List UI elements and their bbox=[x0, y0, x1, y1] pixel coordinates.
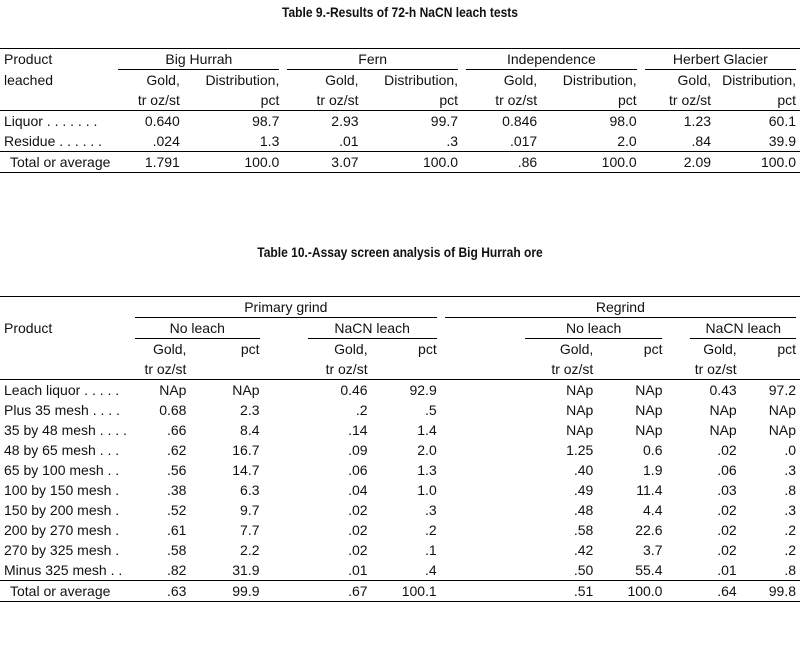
table9-col-gold: Gold, bbox=[503, 72, 538, 88]
table10-cell: 1.3 bbox=[417, 462, 437, 478]
table10-cell: NAp bbox=[566, 382, 594, 398]
table10-cell: .1 bbox=[425, 542, 437, 558]
table10-row bbox=[0, 420, 800, 440]
table10-sub-nacn-leach: NaCN leach bbox=[690, 318, 796, 339]
table10-row bbox=[0, 480, 800, 500]
table9-cell: .01 bbox=[339, 133, 359, 149]
table10-cell: 1.25 bbox=[566, 442, 594, 458]
table10-cell: .4 bbox=[425, 562, 437, 578]
table10-cell: .01 bbox=[348, 562, 368, 578]
table10-row-label: 100 by 150 mesh . bbox=[4, 482, 120, 498]
table10-cell: 100.0 bbox=[597, 581, 666, 602]
table9-cell: 98.7 bbox=[252, 113, 280, 129]
table10-row bbox=[0, 460, 800, 480]
table10-cell: NAp bbox=[768, 422, 796, 438]
table9-cell: 3.07 bbox=[283, 152, 362, 173]
table9-caption: Table 9.-Results of 72-h NaCN leach tests bbox=[282, 4, 518, 20]
table10-cell: .02 bbox=[348, 502, 368, 518]
table9-col-gold: Gold, bbox=[677, 72, 712, 88]
table10-cell: .2 bbox=[355, 402, 368, 418]
table10-cell: 1.0 bbox=[417, 482, 437, 498]
table9-cell: 98.0 bbox=[609, 113, 637, 129]
table10-row-label: 200 by 270 mesh . bbox=[4, 522, 120, 538]
table9-row-label: Total or average bbox=[0, 152, 114, 173]
table9-col-gold-unit: tr oz/st bbox=[641, 90, 715, 111]
table9-row bbox=[0, 152, 800, 173]
table10-cell: 97.2 bbox=[768, 382, 796, 398]
table9-cell: .017 bbox=[509, 133, 538, 149]
table9-row-label: Liquor . . . . . . . bbox=[4, 113, 98, 129]
table10-row-label: Plus 35 mesh . . . . bbox=[4, 402, 120, 418]
table10-cell: .01 bbox=[717, 562, 737, 578]
table9-cell: 1.23 bbox=[683, 113, 712, 129]
table10-cell: NAp bbox=[709, 422, 737, 438]
table10-cell: NAp bbox=[709, 402, 737, 418]
table10-col-pct: pct bbox=[643, 341, 663, 357]
table9-cell: 1.3 bbox=[259, 133, 280, 149]
table10-row-label: Leach liquor . . . . . bbox=[4, 382, 120, 398]
table9-col-dist-unit: pct bbox=[184, 90, 284, 111]
table9-col-gold-unit: tr oz/st bbox=[114, 90, 183, 111]
table10-cell: 1.4 bbox=[417, 422, 437, 438]
table10-cell: .09 bbox=[348, 442, 368, 458]
table9-col-gold-unit: tr oz/st bbox=[283, 90, 362, 111]
table10-cell: 31.9 bbox=[232, 562, 260, 578]
table10-cell: NAp bbox=[635, 402, 663, 418]
table9-row bbox=[0, 111, 800, 132]
table9-cell: 0.640 bbox=[144, 113, 180, 129]
table10-cell: NAp bbox=[566, 402, 594, 418]
table10-cell: 99.8 bbox=[741, 581, 800, 602]
table10-cell: .03 bbox=[717, 482, 737, 498]
table10-col-gold-unit: tr oz/st bbox=[264, 359, 372, 380]
table9-col-dist: Distribution, bbox=[562, 72, 637, 88]
table9-col-dist: Distribution, bbox=[384, 72, 459, 88]
table10-cell: .3 bbox=[784, 502, 796, 518]
table10-cell: 0.6 bbox=[643, 442, 663, 458]
table9-cell: .84 bbox=[691, 133, 712, 149]
table9-col-dist: Distribution, bbox=[722, 72, 796, 88]
table10-cell: 4.4 bbox=[643, 502, 663, 518]
table9-header-row-3 bbox=[0, 90, 800, 111]
table10-cell: .8 bbox=[784, 562, 796, 578]
table10-cell: 22.6 bbox=[635, 522, 663, 538]
table10-cell: .61 bbox=[166, 522, 187, 538]
table10-cell: .3 bbox=[784, 462, 796, 478]
table10-cell: 55.4 bbox=[635, 562, 663, 578]
table10-cell: .64 bbox=[666, 581, 740, 602]
table10-row bbox=[0, 400, 800, 420]
table10-cell: 11.4 bbox=[636, 482, 663, 498]
table10-cell: .58 bbox=[166, 542, 187, 558]
table9-cell: 100.0 bbox=[715, 152, 800, 173]
table9-hdr-leached: leached bbox=[4, 72, 54, 88]
table10-cell: .63 bbox=[131, 581, 191, 602]
table10-cell: 9.7 bbox=[240, 502, 260, 518]
table9-cell: 100.0 bbox=[541, 152, 641, 173]
table10-cell: 7.7 bbox=[240, 522, 260, 538]
table10-col-pct: pct bbox=[240, 341, 260, 357]
table10-cell: .48 bbox=[573, 502, 594, 518]
table10-cell: .3 bbox=[425, 502, 437, 518]
table9-col-gold: Gold, bbox=[325, 72, 359, 88]
table9-header-row-1 bbox=[0, 49, 800, 71]
table10-cell: 2.0 bbox=[417, 442, 437, 458]
table10-cell: 8.4 bbox=[240, 422, 260, 438]
table9-cell: 60.1 bbox=[768, 113, 796, 129]
table10-cell: .2 bbox=[784, 542, 796, 558]
table10-row-label: 65 by 100 mesh . . bbox=[4, 462, 120, 478]
table10-row bbox=[0, 520, 800, 540]
table10-cell: 16.7 bbox=[232, 442, 260, 458]
table10-cell: 99.9 bbox=[190, 581, 263, 602]
table10-cell: .14 bbox=[348, 422, 368, 438]
table10-cell: NAp bbox=[159, 382, 187, 398]
table10-cell: 0.43 bbox=[709, 382, 737, 398]
table10-cell: .42 bbox=[573, 542, 594, 558]
table9 bbox=[0, 48, 800, 173]
table10-header-row-4 bbox=[0, 359, 800, 380]
table10-row-label: Minus 325 mesh . . bbox=[4, 562, 123, 578]
table9-header-row-2 bbox=[0, 70, 800, 90]
table9-row bbox=[0, 131, 800, 152]
table10-cell: 2.3 bbox=[240, 402, 260, 418]
table10-cell: NAp bbox=[768, 402, 796, 418]
table9-col-dist: Distribution, bbox=[205, 72, 280, 88]
table10-hdr-product: Product bbox=[4, 320, 53, 336]
table10-cell: .56 bbox=[166, 462, 187, 478]
table10-cell: .02 bbox=[717, 442, 737, 458]
table10-cell: 1.9 bbox=[643, 462, 663, 478]
table10-row-label: 270 by 325 mesh . bbox=[4, 542, 120, 558]
table10-cell: .06 bbox=[348, 462, 368, 478]
table9-cell: .86 bbox=[462, 152, 541, 173]
table10-cell: 3.7 bbox=[643, 542, 663, 558]
table9-cell: .024 bbox=[152, 133, 180, 149]
table10-header-row-1 bbox=[0, 297, 800, 319]
table10-cell: 0.68 bbox=[159, 402, 187, 418]
table9-site-header: Independence bbox=[466, 49, 637, 70]
table10-cell: .58 bbox=[573, 522, 594, 538]
table10-col-gold: Gold, bbox=[334, 341, 368, 357]
table9-cell: 2.0 bbox=[617, 133, 637, 149]
table10-group-primary: Primary grind bbox=[135, 297, 437, 318]
table10-cell: NAp bbox=[635, 382, 663, 398]
table10-cell: .49 bbox=[573, 482, 594, 498]
table10-cell: .02 bbox=[717, 542, 737, 558]
table9-hdr-product: Product bbox=[0, 49, 114, 71]
table10-row-label: 150 by 200 mesh . bbox=[4, 502, 120, 518]
table9-col-gold: Gold, bbox=[146, 72, 180, 88]
table10-cell: NAp bbox=[566, 422, 594, 438]
table10-cell: .66 bbox=[166, 422, 187, 438]
table9-col-dist-unit: pct bbox=[715, 90, 800, 111]
table10-col-gold: Gold, bbox=[703, 341, 737, 357]
table10-row bbox=[0, 440, 800, 460]
table10-header-row-3 bbox=[0, 339, 800, 359]
table10-cell: .02 bbox=[717, 522, 737, 538]
table9-cell: .3 bbox=[446, 133, 459, 149]
table10-cell: 100.1 bbox=[372, 581, 441, 602]
table10-cell: 6.3 bbox=[240, 482, 260, 498]
table10-header-row-2 bbox=[0, 318, 800, 339]
table9-cell: 2.93 bbox=[331, 113, 359, 129]
table10-group-regrind: Regrind bbox=[445, 297, 796, 318]
table10-cell: .06 bbox=[717, 462, 737, 478]
table9-col-gold-unit: tr oz/st bbox=[462, 90, 541, 111]
table10-cell: .8 bbox=[784, 482, 796, 498]
table10-cell: 2.2 bbox=[240, 542, 260, 558]
table10-col-gold-unit: tr oz/st bbox=[441, 359, 598, 380]
table9-col-dist-unit: pct bbox=[541, 90, 641, 111]
table10-cell: .02 bbox=[348, 522, 368, 538]
table10-cell: .04 bbox=[348, 482, 368, 498]
table9-cell: 39.9 bbox=[768, 133, 796, 149]
table9-site-header: Big Hurrah bbox=[118, 49, 279, 70]
table10-cell: .38 bbox=[166, 482, 187, 498]
table10-cell: .62 bbox=[166, 442, 187, 458]
table9-cell: 99.7 bbox=[430, 113, 459, 129]
table10-sub-nacn-leach: NaCN leach bbox=[308, 318, 437, 339]
table10-cell: .5 bbox=[425, 402, 437, 418]
table10 bbox=[0, 296, 800, 602]
table9-cell: 1.791 bbox=[114, 152, 183, 173]
table10-col-gold-unit: tr oz/st bbox=[666, 359, 740, 380]
table10-row bbox=[0, 380, 800, 401]
table9-row-label: Residue . . . . . . bbox=[4, 133, 103, 149]
table10-cell: .40 bbox=[573, 462, 594, 478]
table10-row-label: Total or average bbox=[0, 581, 131, 602]
table10-cell: .51 bbox=[441, 581, 598, 602]
table10-row bbox=[0, 581, 800, 602]
table9-col-dist-unit: pct bbox=[363, 90, 463, 111]
table10-cell: 14.7 bbox=[232, 462, 260, 478]
table9-site-header: Herbert Glacier bbox=[645, 49, 796, 70]
table10-col-pct: pct bbox=[418, 341, 437, 357]
table10-cell: .2 bbox=[425, 522, 437, 538]
table10-caption: Table 10.-Assay screen analysis of Big Hurrah ore bbox=[257, 244, 543, 260]
table10-cell: 92.9 bbox=[409, 382, 437, 398]
table10-cell: .0 bbox=[784, 442, 796, 458]
table10-row-label: 35 by 48 mesh . . . . bbox=[4, 422, 127, 438]
table9-site-header: Fern bbox=[287, 49, 458, 70]
table10-row bbox=[0, 540, 800, 560]
table10-cell: .02 bbox=[348, 542, 368, 558]
table9-cell: 100.0 bbox=[363, 152, 463, 173]
table9-cell: 0.846 bbox=[502, 113, 538, 129]
table10-cell: NAp bbox=[232, 382, 260, 398]
table10-cell: .52 bbox=[166, 502, 187, 518]
table10-cell: NAp bbox=[635, 422, 663, 438]
table10-cell: .2 bbox=[784, 522, 796, 538]
table10-sub-no-leach: No leach bbox=[135, 318, 260, 339]
table10-col-gold: Gold, bbox=[559, 341, 594, 357]
table10-cell: 0.46 bbox=[340, 382, 368, 398]
table10-row bbox=[0, 560, 800, 581]
table9-cell: 2.09 bbox=[641, 152, 715, 173]
table10-cell: .50 bbox=[573, 562, 594, 578]
table9-cell: 100.0 bbox=[184, 152, 284, 173]
table10-cell: .82 bbox=[166, 562, 187, 578]
table10-col-pct: pct bbox=[777, 341, 796, 357]
table10-col-gold: Gold, bbox=[152, 341, 187, 357]
table10-row bbox=[0, 500, 800, 520]
table10-col-gold-unit: tr oz/st bbox=[131, 359, 191, 380]
table10-sub-no-leach: No leach bbox=[525, 318, 663, 339]
table10-cell: .67 bbox=[264, 581, 372, 602]
table10-row-label: 48 by 65 mesh . . . bbox=[4, 442, 120, 458]
table10-cell: .02 bbox=[717, 502, 737, 518]
